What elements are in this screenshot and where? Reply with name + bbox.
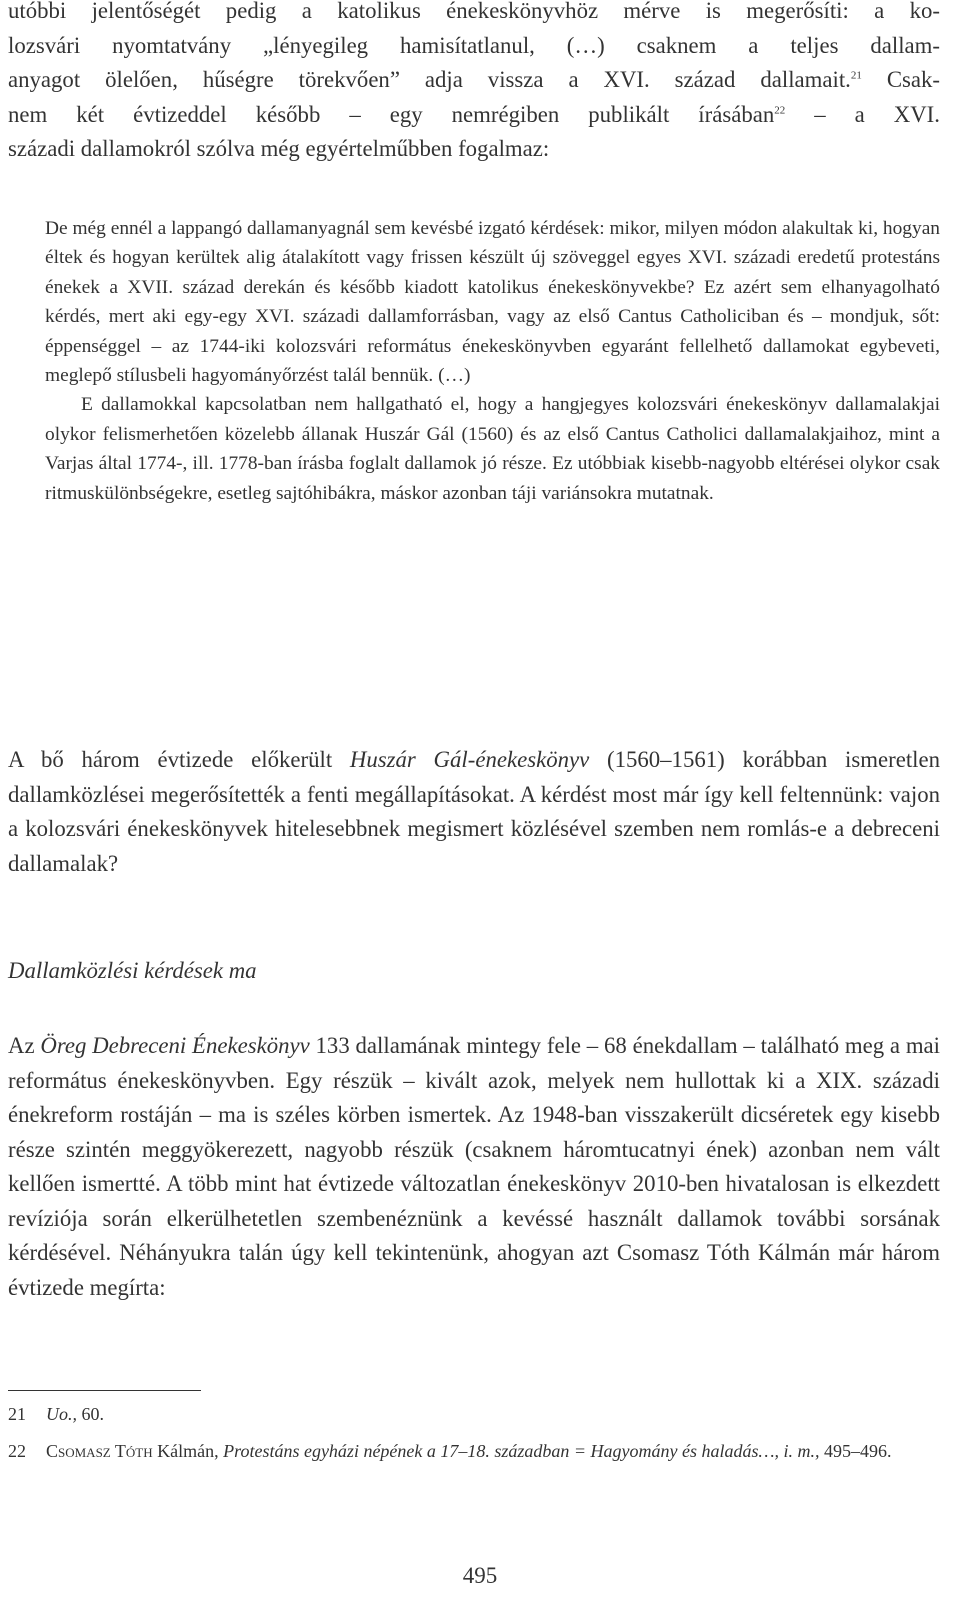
footnote-22 [8, 1438, 933, 1464]
intro-line-5: századi dallamokról szólva még egyértelműbben fogalmaz: [8, 136, 550, 161]
book-title-debreceni: Öreg Debreceni Énekeskönyv [40, 1033, 310, 1058]
footnote-22-text-a: Kálmán, [152, 1441, 224, 1461]
intro-line-3-text: anyagot ölelően, hűségre törekvően” adja vissza a XVI. század dallamait. [8, 67, 851, 92]
para3-text-a: Az [8, 1033, 41, 1058]
intro-line-2: lozsvári nyomtatvány „lényegileg hamisítatlanul, (…) csaknem a teljes dallam- [8, 32, 940, 58]
footnote-ref-22: 22 [774, 103, 786, 116]
intro-line-3-tail: Csak- [861, 67, 941, 92]
paragraph-debreceni [8, 1029, 940, 1305]
footnote-21 [8, 1401, 933, 1427]
quote-paragraph-1: De még ennél a lappangó dallamanyagnál sem kevésbé izgató kérdések: mikor, milyen módon alakultak ki, hogyan éltek és hogyan kerültek alig átalakított vagy frissen készült új szöveggel egyes XVI. századi eredetű protestáns énekek a XVII. század derekán és később kiadott katolikus énekeskönyvekbe? Ez azért sem elhanyagolható kérdés, mert aki egy-egy XVI. századi dallamforrásban, vagy az első Cantus Catholiciban és – mondjuk, sőt: éppenséggel – az 1744-iki kolozsvári református énekeskönyvben egyaránt fellelhető dallamokat egybeveti, meglepő stílusbeli hagyományőrzést talál bennük. (…) [45, 218, 940, 387]
intro-line-4-b: – a XVI. [785, 101, 940, 127]
intro-line-4 [8, 98, 940, 133]
intro-line-3 [8, 63, 940, 98]
footnote-21-number: 21 [8, 1404, 26, 1424]
intro-line-4-a: nem két évtizeddel később – egy nemrégiben publikált írásában [8, 101, 775, 127]
footnote-ref-21: 21 [850, 69, 862, 82]
footnote-22-number: 22 [8, 1441, 26, 1461]
intro-line-1: utóbbi jelentőségét pedig a katolikus énekeskönyvhöz mérve is megerősíti: a ko- [8, 0, 940, 23]
footnote-21-text: 60. [77, 1404, 104, 1424]
para2-text-b: (1560–1561) korábban ismeretlen dallamközlései megerősítették a fenti megállapításokat. A kérdést most már így kell feltennünk: vajon a kolozsvári énekeskönyvek hitelesebbnek megismert közlésével szemben nem romlás-e a debreceni dallamalak? [8, 747, 941, 876]
paragraph-intro [8, 0, 940, 167]
section-heading: Dallamközlési kérdések ma [8, 958, 257, 983]
block-quote [8, 214, 940, 508]
footnote-21-abbr: Uo., [46, 1404, 77, 1424]
footnote-rule [8, 1390, 201, 1391]
footnote-22-author: Csomasz Tóth [46, 1441, 153, 1461]
book-title-huszar: Huszár Gál-énekeskönyv [349, 747, 590, 772]
para3-text-b: 133 dallamának mintegy fele – 68 énekdallam – található meg a mai református énekeskönyvben. Egy részük – kivált azok, melyek nem hullottak ki a XIX. századi énekreform rostáján – ma is széles körben ismertek. Az 1948-ban visszakerült dicséretek egy kisebb része szintén meggyökerezett, nagyobb részük (csaknem háromtucatnyi ének) azonban nem vált kellően ismertté. A több mint hat évtizede változatlan énekeskönyv 2010-ben hivatalosan is elkezdett revíziója során elkerülhetetlen szembenéznünk a kevéssé használt dallamok további sorsának kérdésével. Néhányukra talán úgy kell tekintenünk, ahogyan azt Csomasz Tóth Kálmán már három évtizede megírta: [8, 1033, 941, 1300]
paragraph-huszar [8, 743, 940, 881]
para2-text-a: A bő három évtizede előkerült [8, 747, 350, 772]
page-number: 495 [462, 1563, 498, 1588]
footnote-22-body [8, 1438, 933, 1464]
footnote-22-title: Protestáns egyházi népének a 17–18. században = Hagyomány és haladás…, i. m., [223, 1441, 820, 1461]
footnote-22-pages: 495–496. [819, 1441, 892, 1461]
quote-paragraph-2: E dallamokkal kapcsolatban nem hallgatható el, hogy a hangjegyes kolozsvári énekeskönyv dallamalakjai olykor felismerhetően közelebb állanak Huszár Gál (1560) és az első Cantus Catholici dallamalakjaihoz, mint a Varjas által 1774-, ill. 1778-ban írásba foglalt dallamok jó része. Ez utóbbiak kisebb-nagyobb eltérései olykor csak ritmuskülönbségekre, esetleg sajtóhibákra, máskor azonban táji variánsokra mutatnak. [45, 394, 940, 504]
